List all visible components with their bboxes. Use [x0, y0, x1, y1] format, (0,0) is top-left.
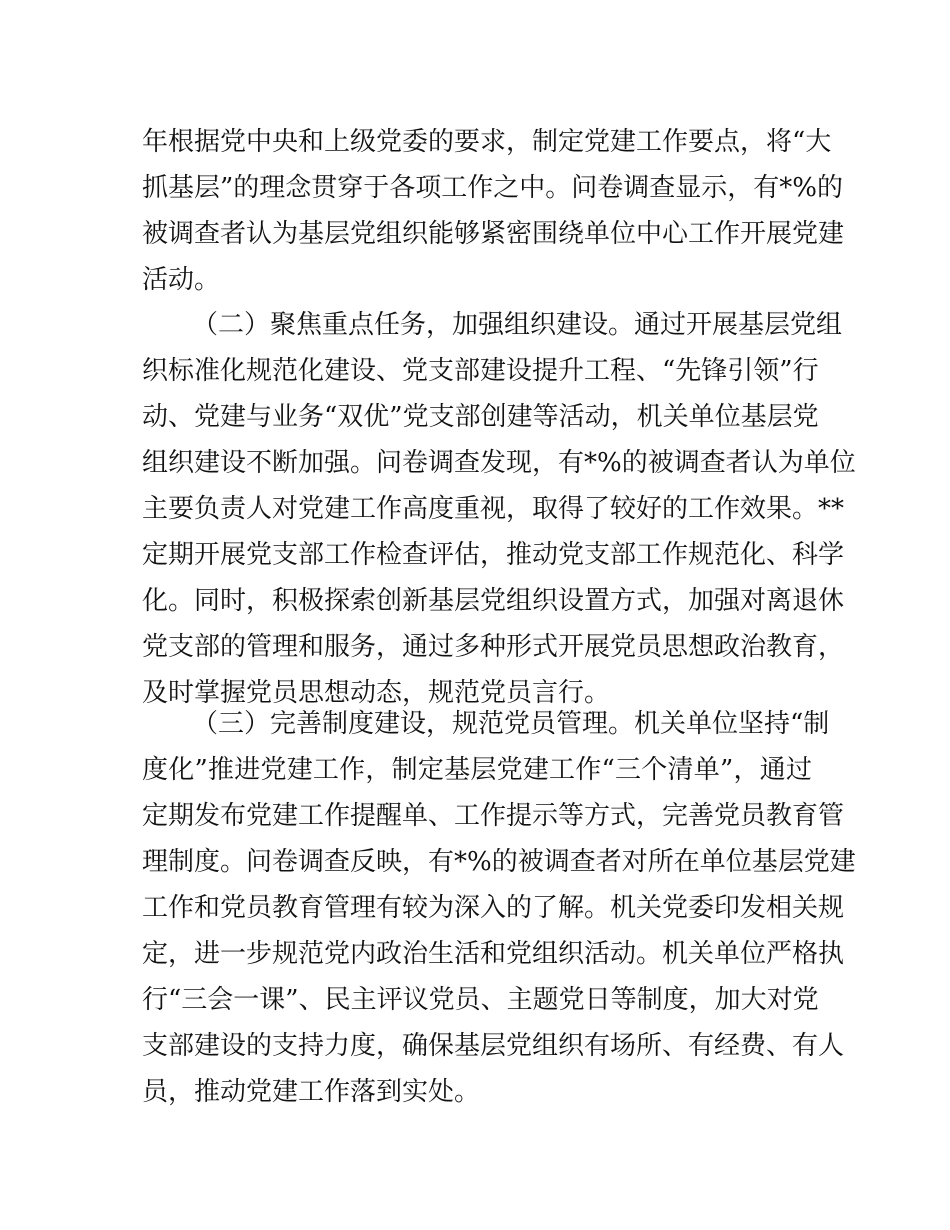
paragraph-party-building-plan [142, 119, 845, 303]
paragraph-system-building [142, 701, 856, 1115]
text-line: 组织建设不断加强。问卷调查发现，有*%的被调查者认为单位 [142, 448, 856, 478]
text-line: 抓基层”的理念贯穿于各项工作之中。问卷调查显示，有*%的 [142, 173, 843, 203]
text-line: 主要负责人对党建工作高度重视，取得了较好的工作效果。** [142, 494, 845, 524]
text-line: 化。同时，积极探索创新基层党组织设置方式，加强对离退休 [142, 586, 845, 616]
text-line: 理制度。问卷调查反映，有*%的被调查者对所在单位基层党建 [142, 847, 856, 877]
text-line: 及时掌握党员思想动态，规范党员言行。 [142, 678, 611, 708]
text-line: 党支部的管理和服务，通过多种形式开展党员思想政治教育， [142, 632, 845, 662]
paragraph-organization-building [142, 302, 856, 716]
text-line: 织标准化规范化建设、党支部建设提升工程、“先锋引领”行 [142, 356, 819, 386]
text-line: 工作和党员教育管理有较为深入的了解。机关党委印发相关规 [142, 893, 845, 923]
text-line: 被调查者认为基层党组织能够紧密围绕单位中心工作开展党建 [142, 219, 845, 249]
text-line: 年根据党中央和上级党委的要求，制定党建工作要点，将“大 [142, 127, 832, 157]
text-line: （二）聚焦重点任务，加强组织建设。通过开展基层党组 [192, 310, 843, 340]
text-line: 动、党建与业务“双优”党支部创建等活动，机关单位基层党 [142, 402, 819, 432]
text-line: 定期开展党支部工作检查评估，推动党支部工作规范化、科学 [142, 540, 845, 570]
text-line: （三）完善制度建设，规范党员管理。机关单位坚持“制 [192, 709, 830, 739]
text-line: 定，进一步规范党内政治生活和党组织活动。机关单位严格执 [142, 939, 845, 969]
text-line: 支部建设的支持力度，确保基层党组织有场所、有经费、有人 [142, 1031, 845, 1061]
text-line: 行“三会一课”、民主评议党员、主题党日等制度，加大对党 [142, 985, 819, 1015]
text-line: 员，推动党建工作落到实处。 [142, 1077, 481, 1107]
text-line: 定期发布党建工作提醒单、工作提示等方式，完善党员教育管 [142, 801, 845, 831]
text-line: 活动。 [142, 265, 221, 295]
text-line: 度化”推进党建工作，制定基层党建工作“三个清单”，通过 [142, 755, 812, 785]
